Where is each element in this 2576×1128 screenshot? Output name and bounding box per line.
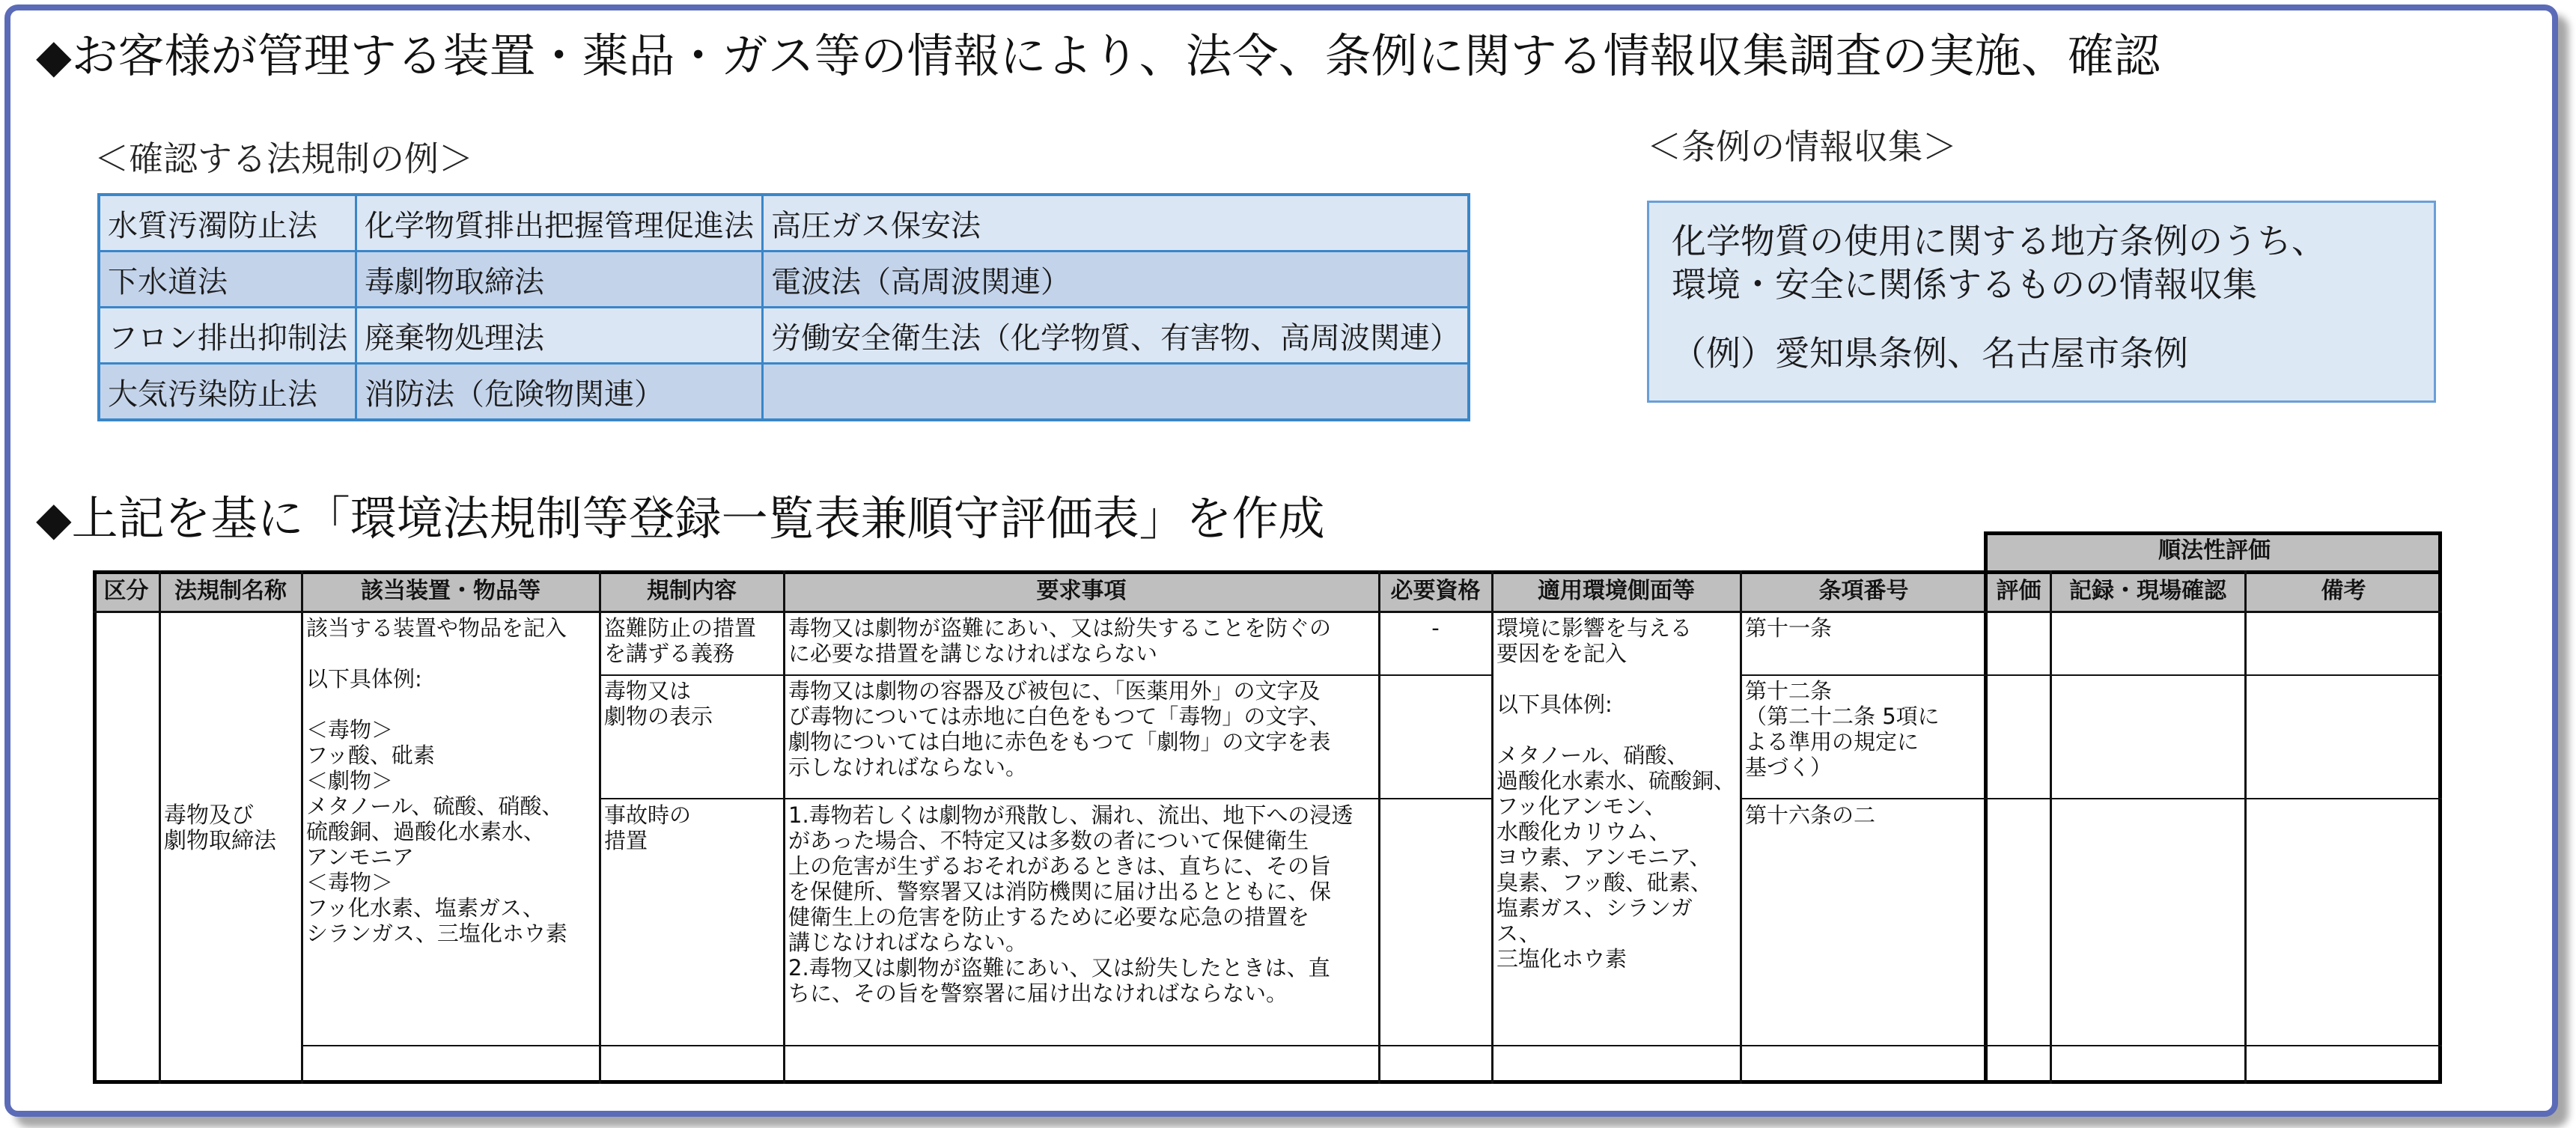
- ordinance-line: 環境・安全に関係するものの情報収集: [1672, 264, 2257, 305]
- regulation-cell: 盗難防止の措置 を講ずる義務: [604, 615, 757, 666]
- table-rule: [783, 570, 785, 1084]
- law-cell: 大気汚染防止法: [99, 364, 356, 421]
- article-cell: 第十二条 （第二十二条 5項に よる準用の規定に 基づく）: [1745, 678, 1940, 780]
- table-rule: [2244, 570, 2247, 1084]
- table-rule: [1740, 570, 1742, 1084]
- ordinance-example: （例）愛知県条例、名古屋市条例: [1672, 333, 2188, 374]
- header-qualification: 必要資格: [1379, 570, 1492, 612]
- table-border: [93, 570, 2442, 574]
- heading-info-collection: ◆お客様が管理する装置・薬品・ガス等の情報により、法令、条例に関する情報収集調査の実施、確認: [36, 28, 2161, 83]
- table-border: [93, 570, 97, 1084]
- table-row: [99, 195, 1469, 251]
- header-record: 記録・現場確認: [2050, 570, 2245, 612]
- requirement-cell: 1.毒物若しくは劇物が飛散し、漏れ、流出、地下への浸透 があった場合、不特定又は多数の者について保健衛生 上の危害が生ずるおそれがあるときは、直ちに、その旨 を保健所、警察署又は消防機関に届け出るとともに、保 健衛生上の危害を防止するために必要な応急の措置を 講じなければならない。 2.毒物又は劇物が盗難にあい、又は紛失したときは、直 ちに、その旨を警察署に届け出なければならない。: [788, 802, 1354, 1006]
- table-row: [99, 308, 1469, 364]
- ordinance-caption: ＜条例の情報収集＞: [1647, 126, 1957, 167]
- laws-caption: ＜確認する法規制の例＞: [94, 138, 473, 179]
- article-cell: 第十一条: [1745, 615, 1833, 641]
- law-cell: 電波法（高周波関連）: [763, 251, 1470, 308]
- heading-create-list: ◆上記を基に「環境法規制等登録一覧表兼順守評価表」を作成: [36, 491, 1325, 546]
- law-cell: 下水道法: [99, 251, 356, 308]
- article-cell: 第十六条の二: [1745, 802, 1876, 828]
- table-rule: [159, 570, 161, 1084]
- table-rule: [1741, 798, 2442, 799]
- law-cell: 廃棄物処理法: [356, 308, 763, 364]
- header-article: 条項番号: [1741, 570, 1987, 612]
- table-border: [1984, 531, 1988, 1084]
- equipment-cell: 該当する装置や物品を記入 以下具体例: ＜毒物＞ フッ酸、砒素 ＜劇物＞ メタノール、硫酸、硝酸、 硫酸銅、過酸化水素水、 アンモニア ＜毒物＞ フッ化水素、塩素ガス、 シランガス、三塩化ホウ素: [306, 615, 567, 946]
- ordinance-line: 化学物質の使用に関する地方条例のうち、: [1672, 221, 2326, 261]
- law-cell: 化学物質排出把握管理促進法: [356, 195, 763, 251]
- table-rule: [1491, 570, 1493, 1084]
- regulation-cell: 事故時の 措置: [604, 802, 692, 853]
- header-env-aspect: 適用環境側面等: [1492, 570, 1741, 612]
- law-examples-table: [97, 193, 1470, 421]
- table-rule: [600, 798, 1492, 799]
- table-rule: [93, 611, 2442, 613]
- requirement-cell: 毒物又は劇物の容器及び被包に、「医薬用外」の文字及 び毒物については赤地に白色をもつて「毒物」の文字、 劇物については白地に赤色をもつて「劇物」の文字を表 示しなければならない。: [788, 678, 1331, 780]
- table-rule: [1378, 570, 1380, 1084]
- law-cell: [763, 364, 1470, 421]
- header-remarks: 備考: [2245, 570, 2442, 612]
- table-row: [99, 251, 1469, 308]
- law-cell: 毒劇物取締法: [356, 251, 763, 308]
- law-cell: 高圧ガス保安法: [763, 195, 1470, 251]
- table-rule: [1741, 674, 2442, 676]
- table-rule: [599, 570, 601, 1084]
- requirement-cell: 毒物又は劇物が盗難にあい、又は紛失することを防ぐの に必要な措置を講じなければならない: [788, 615, 1332, 666]
- law-cell: 水質汚濁防止法: [99, 195, 356, 251]
- law-name-cell: 毒物及び 劇物取締法: [164, 802, 276, 854]
- group-header-compliance: 順法性評価: [1987, 531, 2442, 570]
- table-rule: [2050, 570, 2052, 1084]
- law-cell: フロン排出抑制法: [99, 308, 356, 364]
- header-law-name: 法規制名称: [159, 570, 302, 612]
- ordinance-box: [1647, 201, 2436, 403]
- table-border: [1985, 531, 2442, 535]
- table-rule: [302, 1045, 2442, 1046]
- law-cell: 労働安全衛生法（化学物質、有害物、高周波関連）: [763, 308, 1470, 364]
- env-aspect-cell: 環境に影響を与える 要因をを記入 以下具体例: メタノール、硝酸、 過酸化水素水、硫酸銅、 フッ化アンモン、 水酸化カリウム、 ヨウ素、アンモニア、 臭素、フッ酸、砒素、 塩素ガス、シランガス、 三塩化ホウ素: [1496, 615, 1736, 972]
- table-border: [2438, 531, 2442, 1084]
- header-equipment: 該当装置・物品等: [302, 570, 600, 612]
- header-evaluation: 評価: [1987, 570, 2050, 612]
- table-rule: [600, 674, 1492, 676]
- law-cell: 消防法（危険物関連）: [356, 364, 763, 421]
- compliance-table: [93, 531, 2442, 1084]
- table-border: [93, 1080, 2442, 1084]
- table-row: [99, 364, 1469, 421]
- regulation-cell: 毒物又は 劇物の表示: [604, 678, 713, 729]
- header-requirements: 要求事項: [784, 570, 1379, 612]
- table-rule: [301, 570, 303, 1084]
- header-regulation: 規制内容: [600, 570, 784, 612]
- header-kubun: 区分: [93, 570, 159, 612]
- qualification-cell: -: [1431, 615, 1440, 641]
